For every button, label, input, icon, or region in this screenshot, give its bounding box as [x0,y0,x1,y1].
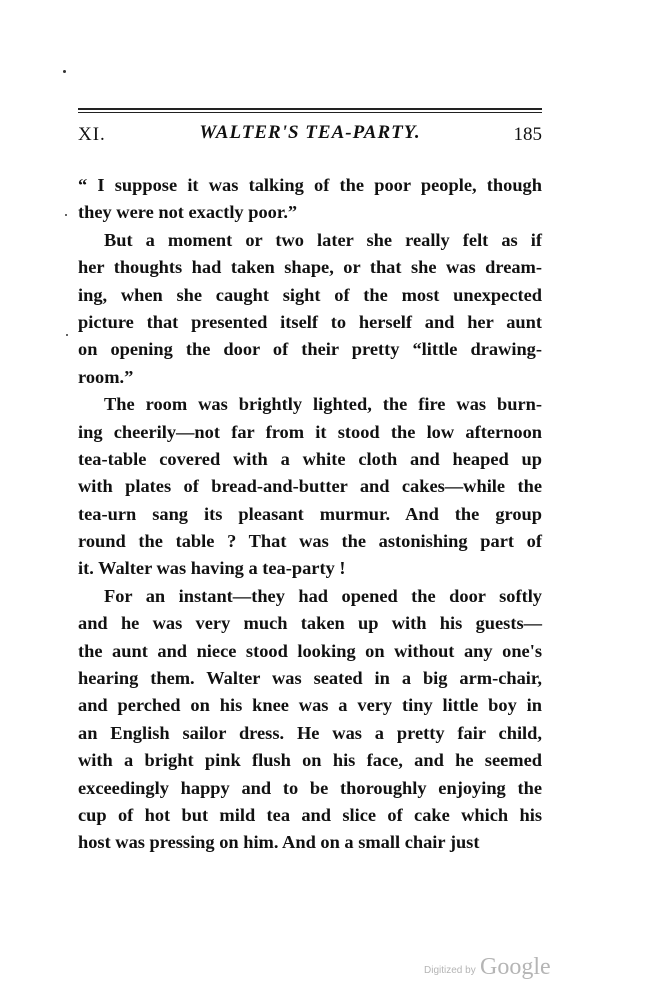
header-rule-top [78,108,542,110]
paragraph [78,227,542,391]
text-line: tea-table covered with a white cloth and heaped up [78,448,542,469]
text-line: with a bright pink flush on his face, and he seemed [78,750,542,771]
text-line: host was pressing on him. And on a small chair just [78,832,480,853]
text-line: hearing them. Walter was seated in a big arm-chair, [78,668,542,689]
speck-mark [65,214,67,216]
watermark-prefix: Digitized by [424,965,476,976]
header-rule-bottom [78,112,542,113]
body-text [78,172,542,857]
text-line: For an instant—they had opened the door softly [104,585,542,606]
text-line: cup of hot but mild tea and slice of cake which his [78,804,542,825]
text-line: “ I suppose it was talking of the poor people, though [78,175,542,195]
text-line: tea-urn sang its pleasant murmur. And the group [78,503,542,524]
text-line: it. Walter was having a tea-party ! [78,558,346,579]
text-line: The room was brightly lighted, the fire was burn- [104,394,542,415]
speck-mark [66,334,68,336]
text-line: the aunt and niece stood looking on without any one's [78,640,542,661]
text-line: with plates of bread-and-butter and cakes—while the [78,476,542,497]
page-number: 185 [513,124,542,145]
text-line: and he was very much taken up with his guests— [78,613,542,634]
paragraph [78,583,542,857]
text-line: round the table ? That was the astonishing part of [78,531,542,552]
text-line: they were not exactly poor.” [78,202,298,223]
speck-mark [63,70,66,73]
text-line: room.” [78,366,134,387]
google-logo: Google [480,954,551,980]
text-line: But a moment or two later she really felt as if [104,229,542,250]
text-line: on opening the door of their pretty “little drawing- [78,339,542,360]
text-line: her thoughts had taken shape, or that she was dream- [78,257,542,278]
running-header [78,122,542,148]
chapter-number: XI. [78,124,106,145]
text-line: ing cheerily—not far from it stood the low afternoon [78,421,542,442]
text-line: and perched on his knee was a very tiny little boy in [78,695,542,716]
text-line: ing, when she caught sight of the most unexpected [78,284,542,305]
paragraph [78,172,542,227]
text-line: picture that presented itself to herself and her aunt [78,311,542,332]
text-line: an English sailor dress. He was a pretty fair child, [78,722,542,743]
text-line: exceedingly happy and to be thoroughly enjoying the [78,777,542,798]
paragraph [78,391,542,583]
digitized-watermark [424,954,564,984]
running-title: WALTER'S TEA-PARTY. [199,122,421,143]
